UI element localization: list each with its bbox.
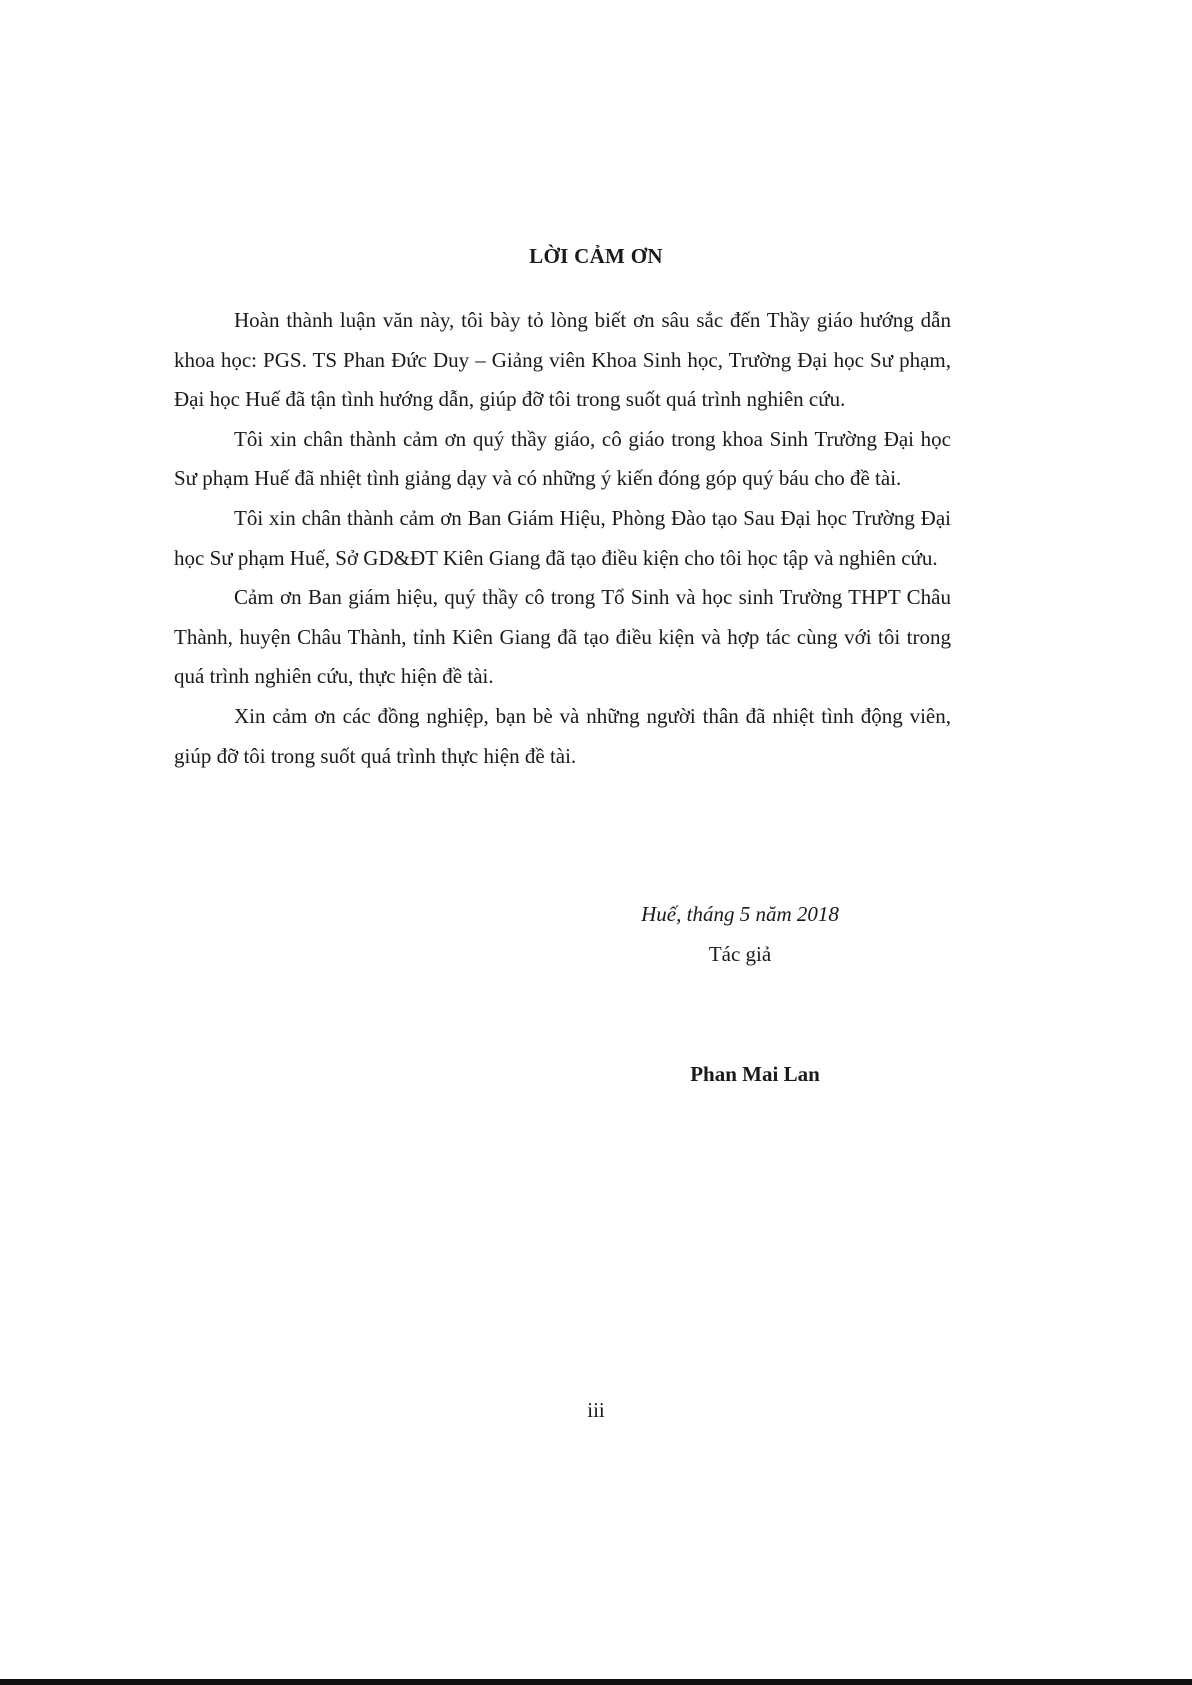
paragraph-5: Xin cảm ơn các đồng nghiệp, bạn bè và những người thân đã nhiệt tình động viên, giúp đỡ tôi trong suốt quá trình thực hiện đề tài.	[174, 703, 951, 768]
acknowledgement-body	[174, 301, 951, 776]
author-name: Phan Mai Lan	[690, 1062, 820, 1086]
paragraph-2: Tôi xin chân thành cảm ơn quý thầy giáo, cô giáo trong khoa Sinh Trường Đại học Sư phạm Huế đã nhiệt tình giảng dạy và có những ý kiến đóng góp quý báu cho đề tài.	[174, 426, 951, 491]
paragraph-4: Cảm ơn Ban giám hiệu, quý thầy cô trong Tổ Sinh và học sinh Trường THPT Châu Thành, huyện Châu Thành, tỉnh Kiên Giang đã tạo điều kiện và hợp tác cùng với tôi trong quá trình nghiên cứu, thực hiện đề tài.	[174, 585, 951, 689]
place-and-date: Huế, tháng 5 năm 2018	[641, 902, 839, 926]
bottom-edge-bar	[0, 1679, 1192, 1685]
page-number: iii	[587, 1398, 605, 1422]
author-label: Tác giả	[708, 942, 772, 966]
paragraph-3: Tôi xin chân thành cảm ơn Ban Giám Hiệu, Phòng Đào tạo Sau Đại học Trường Đại học Sư phạm Huế, Sở GD&ĐT Kiên Giang đã tạo điều kiện cho tôi học tập và nghiên cứu.	[174, 505, 951, 570]
page-title: LỜI CẢM ƠN	[529, 244, 663, 268]
paragraph-1: Hoàn thành luận văn này, tôi bày tỏ lòng biết ơn sâu sắc đến Thầy giáo hướng dẫn khoa học: PGS. TS Phan Đức Duy – Giảng viên Khoa Sinh học, Trường Đại học Sư phạm, Đại học Huế đã tận tình hướng dẫn, giúp đỡ tôi trong suốt quá trình nghiên cứu.	[174, 308, 951, 412]
